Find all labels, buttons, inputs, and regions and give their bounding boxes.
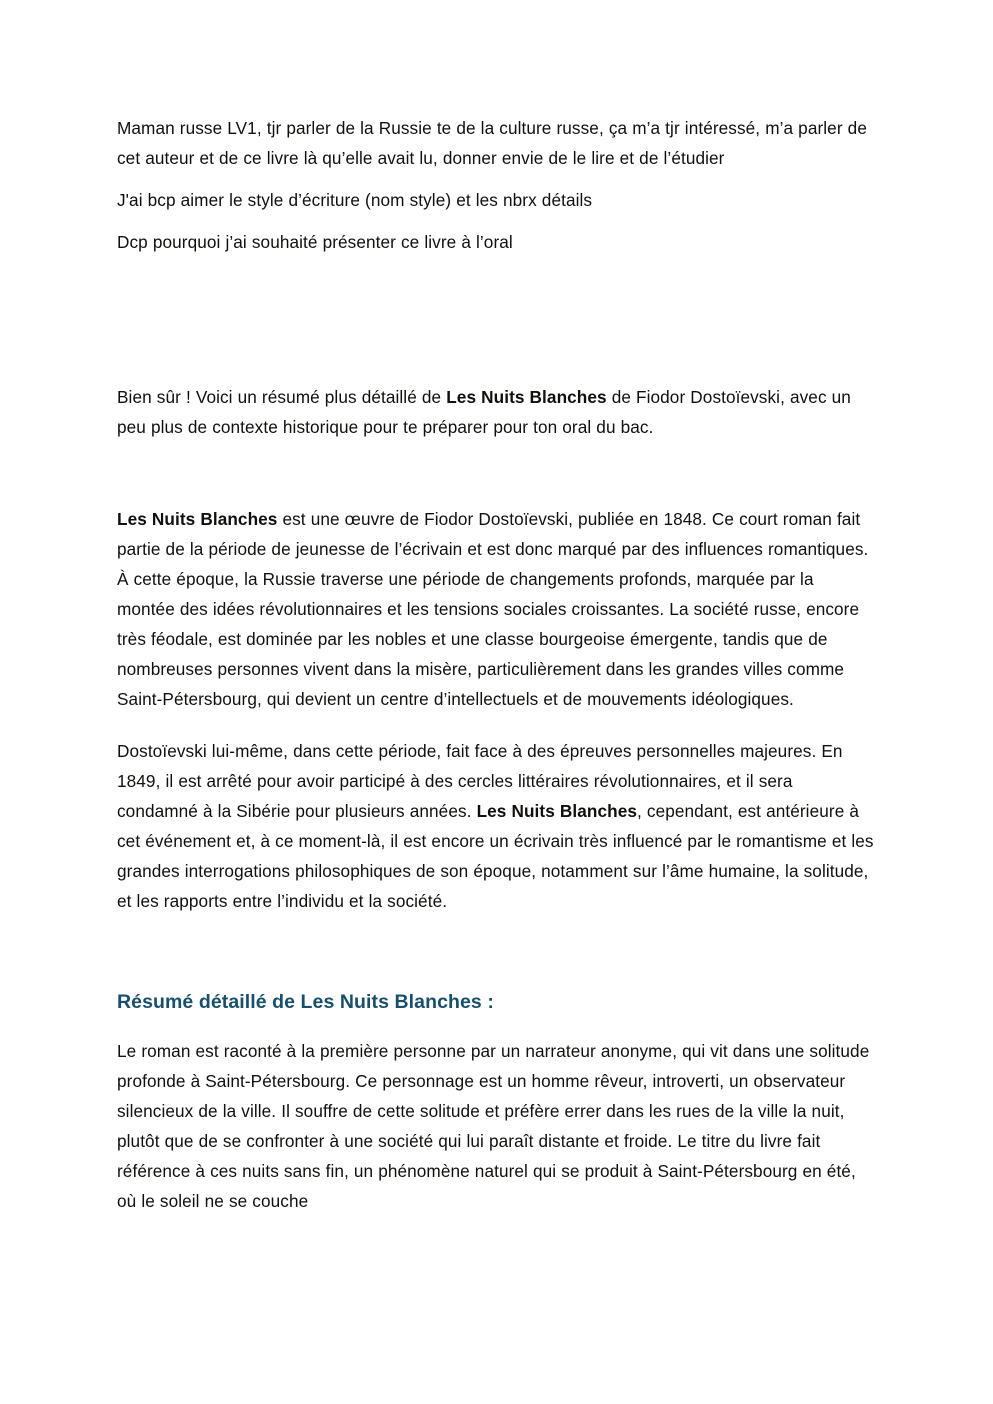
context-2-text-after: , cependant, est antérieure à cet événement et, à ce moment-là, il est encore un écrivain très influencé par le romantisme et les grandes interrogations philosophiques de son époque, notamment sur l’âme humaine, la solitude, et les rapports entre l’individu et la société. [117,801,874,911]
section-heading-resume-detaille: Résumé détaillé de Les Nuits Blanches : [117,991,494,1013]
context-2-text-before: Dostoïevski lui-même, dans cette période, fait face à des épreuves personnelles majeures. En 1849, il est arrêté pour avoir participé à des cercles littéraires révolutionnaires, et il sera condamné à la Sibérie pour plusieurs années. [117,741,843,821]
student-notes-section [117,113,876,257]
context-1-title-bold: Les Nuits Blanches [117,509,278,529]
assistant-answer-section [117,382,876,1216]
notes-answer-spacer [117,257,876,382]
answer-intro-title-bold: Les Nuits Blanches [446,387,607,407]
context-2-title-bold: Les Nuits Blanches [476,801,638,821]
heading-top-spacer [117,916,876,988]
notes-paragraph-3: Dcp pourquoi j’ai souhaité présenter ce livre à l’oral [117,232,513,252]
notes-paragraph-1: Maman russe LV1, tjr parler de la Russie te de la culture russe, ça m’a tjr intéressé, m’a parler de cet auteur et de ce livre là qu’elle avait lu, donner envie de le lire et de l’étudier [117,118,867,168]
context-1-text: est une œuvre de Fiodor Dostoïevski, publiée en 1848. Ce court roman fait partie de la période de jeunesse de l’écrivain et est donc marqué par des influences romantiques. À cette époque, la Russie traverse une période de changements profonds, marquée par la montée des idées révolutionnaires et les tensions sociales croissantes. La société russe, encore très féodale, est dominée par les nobles et une classe bourgeoise émergente, tandis que de nombreuses personnes vivent dans la misère, particulièrement dans les grandes villes comme Saint-Pétersbourg, qui devient un centre d’intellectuels et de mouvements idéologiques. [117,509,869,709]
heading-bottom-spacer [117,1016,876,1036]
context-paragraph-1 [117,504,876,714]
context-paragraph-2 [117,736,876,916]
answer-intro-paragraph [117,382,876,442]
intro-context-spacer [117,442,876,504]
notes-paragraph-2: J'ai bcp aimer le style d’écriture (nom style) et les nbrx détails [117,190,593,210]
answer-intro-text-before: Bien sûr ! Voici un résumé plus détaillé de [117,387,447,407]
summary-paragraph-1: Le roman est raconté à la première personne par un narrateur anonyme, qui vit dans une solitude profonde à Saint-Pétersbourg. Ce personnage est un homme rêveur, introverti, un observateur silencieux de la ville. Il souffre de cette solitude et préfère errer dans les rues de la ville la nuit, plutôt que de se confronter à une société qui lui paraît distante et froide. Le titre du livre fait référence à ces nuits sans fin, un phénomène naturel qui se produit à Saint-Pétersbourg en été, où le soleil ne se couche [117,1041,870,1211]
answer-intro-text-after: de Fiodor Dostoïevski, avec un peu plus de contexte historique pour te préparer pour ton oral du bac. [117,387,851,437]
document-body [117,0,876,1216]
